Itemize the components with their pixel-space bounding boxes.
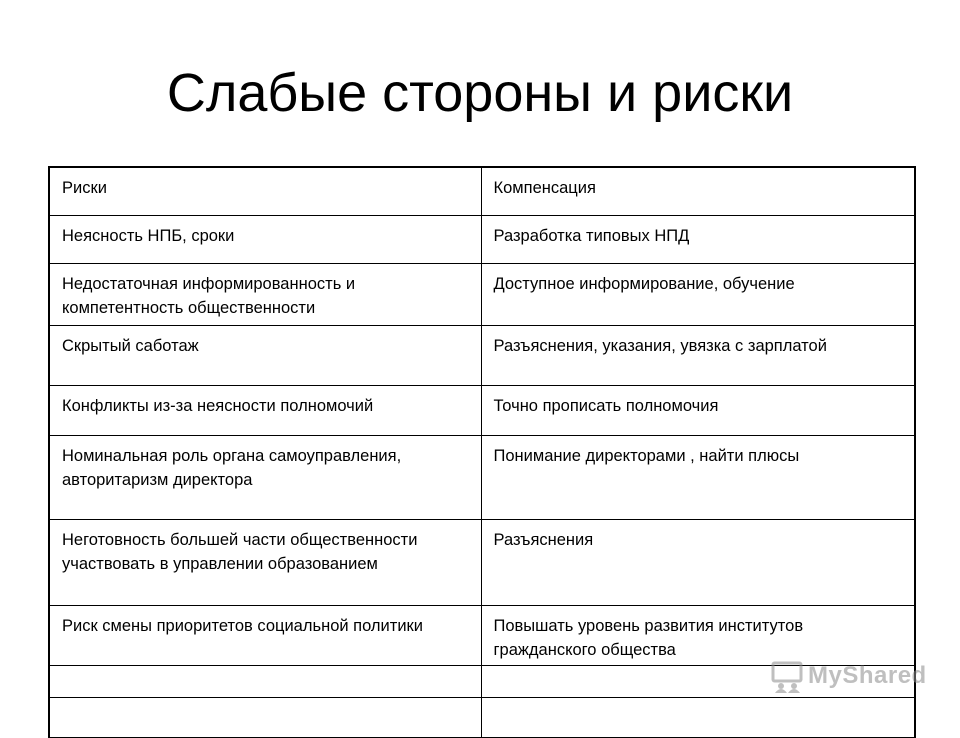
table-row bbox=[49, 385, 915, 435]
compensation-cell: Доступное информирование, обучение bbox=[481, 263, 915, 325]
watermark bbox=[770, 656, 930, 696]
risk-cell: Неясность НПБ, сроки bbox=[49, 215, 481, 263]
compensation-cell: Разъяснения bbox=[481, 519, 915, 605]
table-row bbox=[49, 519, 915, 605]
compensation-cell: Разъяснения, указания, увязка с зарплатой bbox=[481, 325, 915, 385]
table-header-row bbox=[49, 167, 915, 215]
compensation-cell: Разработка типовых НПД bbox=[481, 215, 915, 263]
compensation-cell: Повышать уровень развития институтов гражданского общества bbox=[481, 605, 915, 665]
compensation-cell: Понимание директорами , найти плюсы bbox=[481, 435, 915, 519]
risk-cell bbox=[49, 665, 481, 697]
table-row bbox=[49, 325, 915, 385]
risk-cell: Номинальная роль органа самоуправления, авторитаризм директора bbox=[49, 435, 481, 519]
risk-cell: Скрытый саботаж bbox=[49, 325, 481, 385]
compensation-cell: Точно прописать полномочия bbox=[481, 385, 915, 435]
risk-cell: Риск смены приоритетов социальной политики bbox=[49, 605, 481, 665]
risk-cell bbox=[49, 697, 481, 737]
compensation-cell bbox=[481, 697, 915, 737]
table-row-empty bbox=[49, 697, 915, 737]
table-row bbox=[49, 215, 915, 263]
risk-cell: Неготовность большей части общественности участвовать в управлении образованием bbox=[49, 519, 481, 605]
header-risks: Риски bbox=[49, 167, 481, 215]
slide-title: Слабые стороны и риски bbox=[166, 63, 794, 123]
header-compensation: Компенсация bbox=[481, 167, 915, 215]
table-row bbox=[49, 435, 915, 519]
watermark-text: MyShared bbox=[808, 662, 927, 689]
risks-table bbox=[48, 166, 916, 738]
risk-cell: Недостаточная информированность и компетентность общественности bbox=[49, 263, 481, 325]
table-row bbox=[49, 263, 915, 325]
classroom-icon bbox=[770, 659, 804, 693]
risk-cell: Конфликты из-за неясности полномочий bbox=[49, 385, 481, 435]
